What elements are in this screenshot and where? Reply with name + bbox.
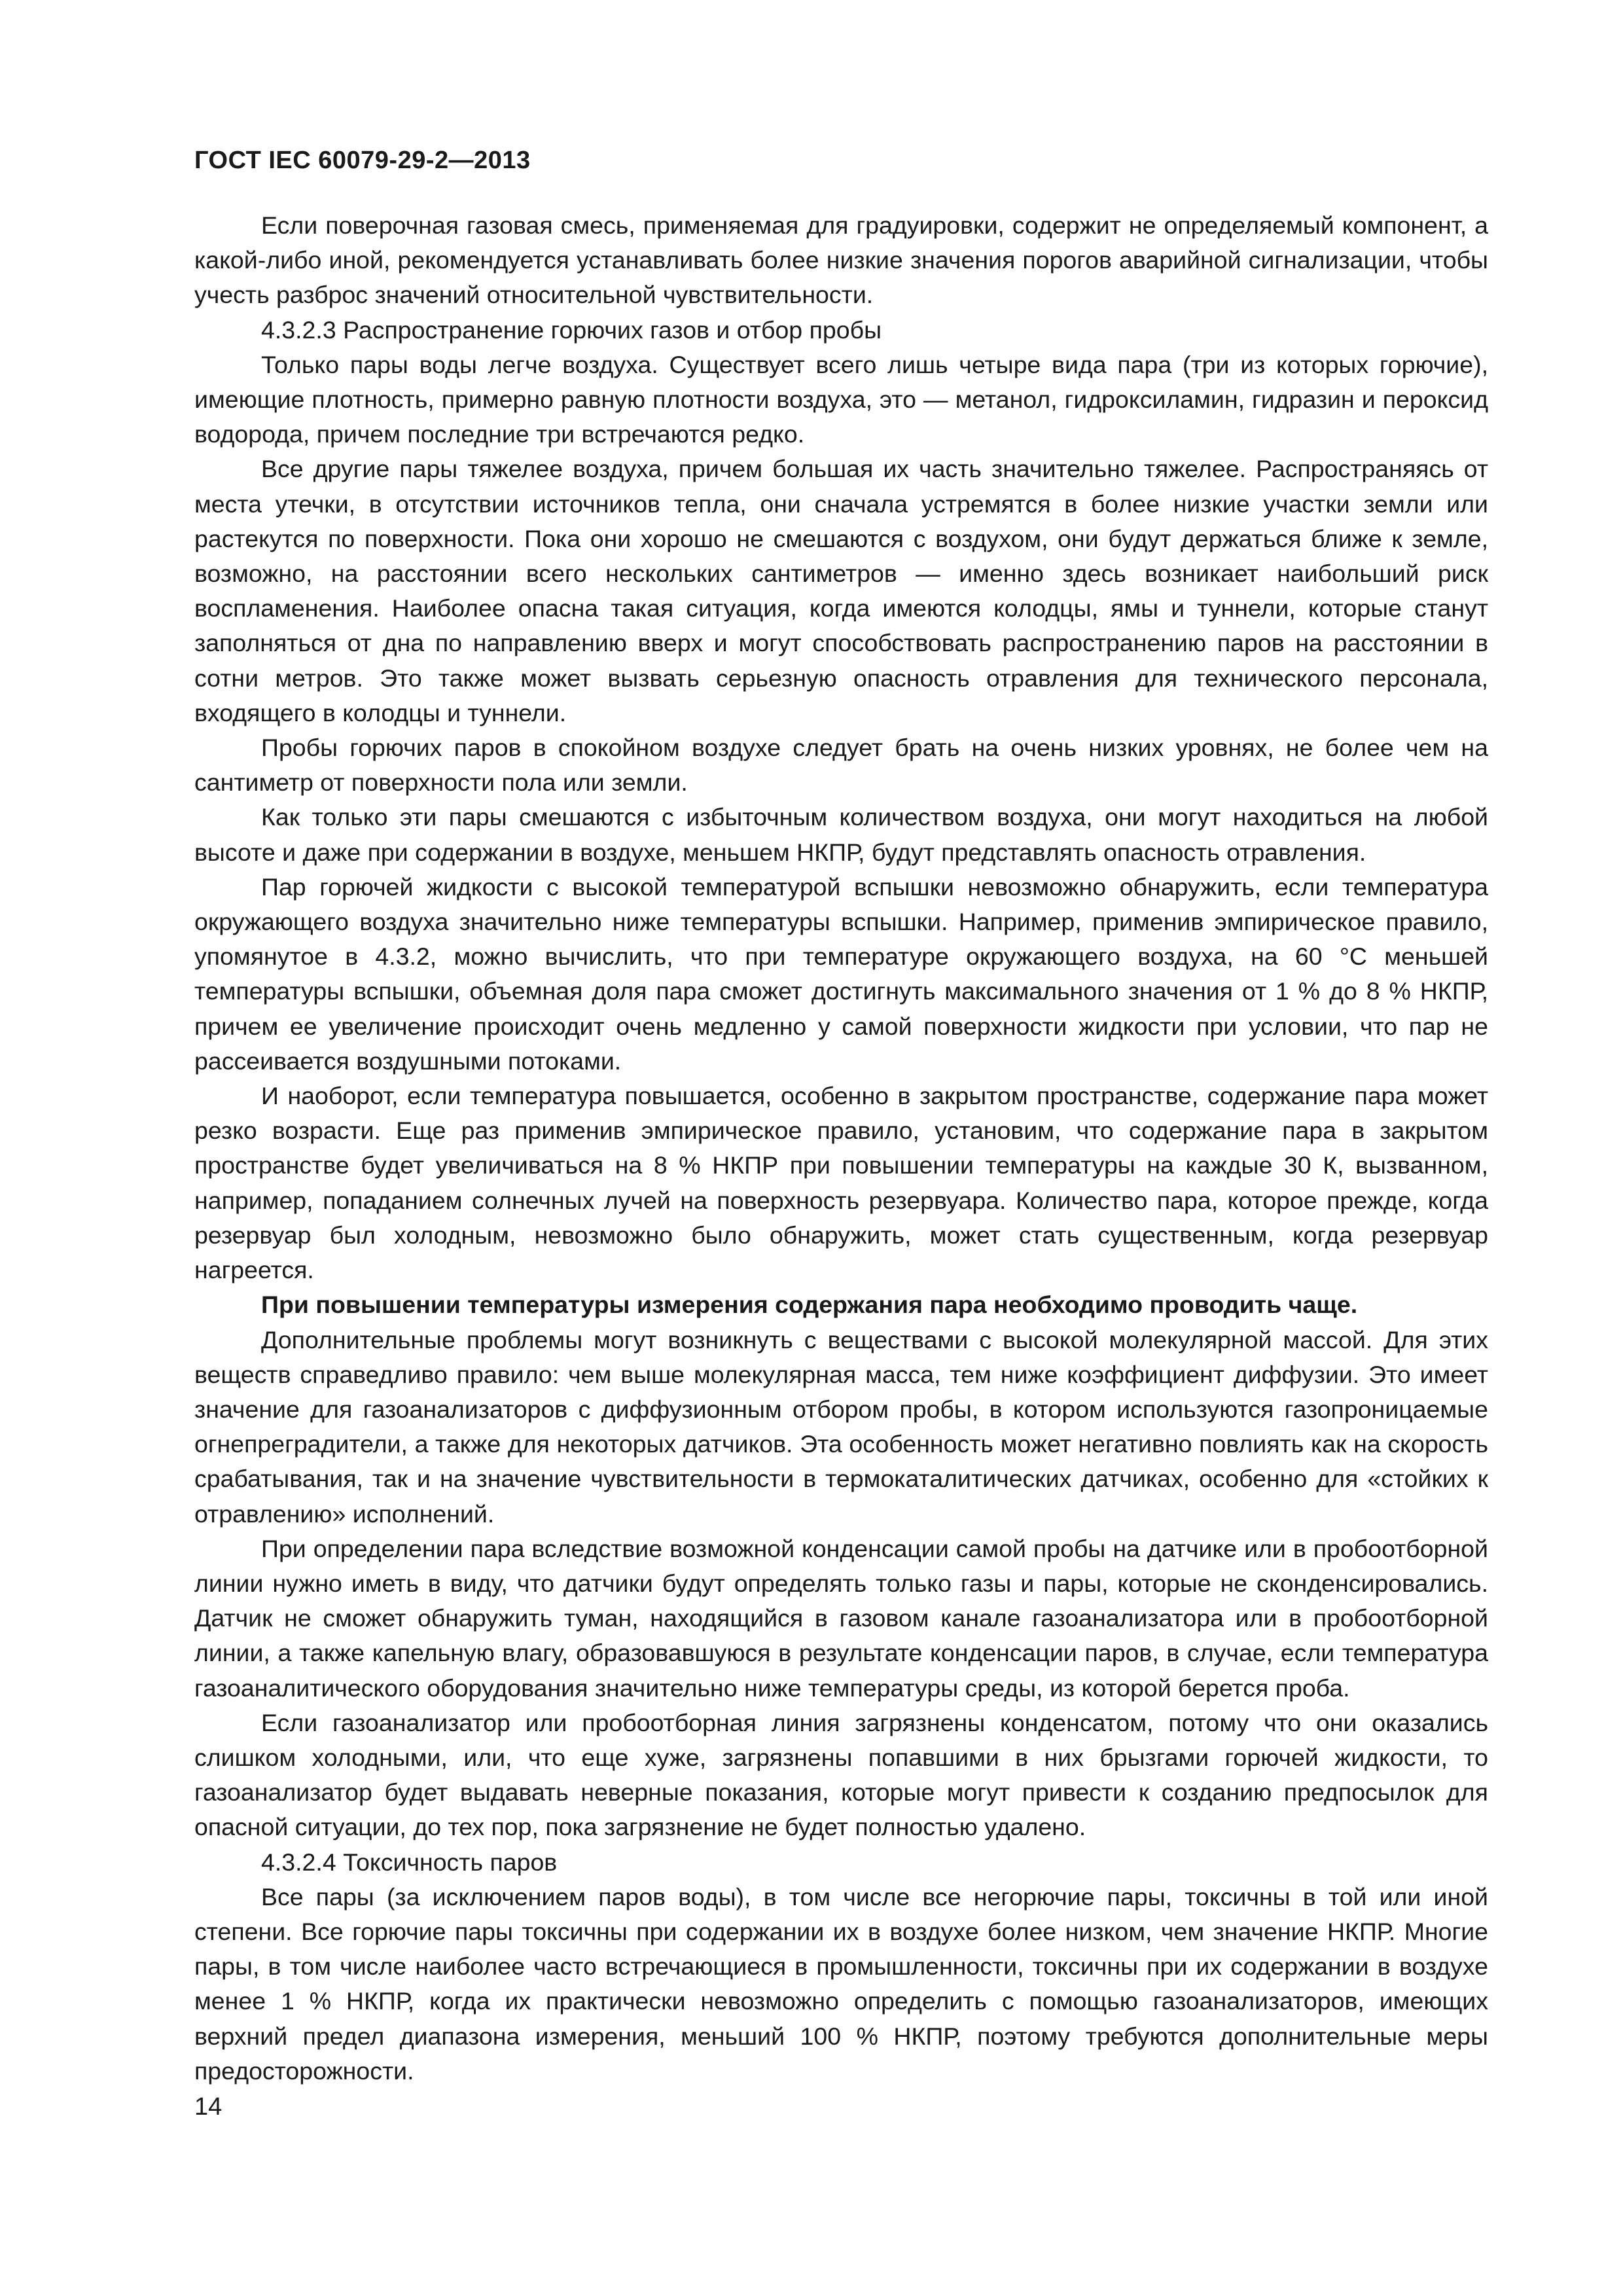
paragraph: Дополнительные проблемы могут возникнуть с веществами с высокой молекулярной массой. Для этих веществ справедливо правило: чем выше молекулярная масса, тем ниже коэффициент диффузии. Это имеет значение для газоанализаторов с диффузионным отбором пробы, в котором используются газопроницаемые огнепреградители, а также для некоторых датчиков. Эта особенность может негативно повлиять как на скорость срабатывания, так и на значение чувствительности в термокаталитических датчиках, особенно для «стойких к отравлению» исполнений.	[194, 1325, 1488, 1528]
paragraph: Все пары (за исключением паров воды), в том числе все негорючие пары, токсичны в той или иной степени. Все горючие пары токсичны при содержании их в воздухе более низком, чем значение НКПР. Многие пары, в том числе наиболее часто встречающиеся в промышленности, токсичны при их содержании в воздухе менее 1 % НКПР, когда их практически невозможно определить с помощью газоанализаторов, имеющих верхний предел диапазона измерения, меньший 100 % НКПР, поэтому требуются дополнительные меры предосторожности.	[194, 1882, 1488, 2085]
paragraph: Как только эти пары смешаются с избыточным количеством воздуха, они могут находиться на любой высоте и даже при содержании в воздухе, меньшем НКПР, будут представлять опасность отравления.	[194, 803, 1488, 866]
paragraph: Только пары воды легче воздуха. Существует всего лишь четыре вида пара (три из которых горючие), имеющие плотность, примерно равную плотности воздуха, это — метанол, гидроксиламин, гидразин и пероксид водорода, причем последние три встречаются редко.	[194, 350, 1488, 448]
document-body	[194, 208, 1488, 2089]
paragraph: Если поверочная газовая смесь, применяемая для градуировки, содержит не определяемый компонент, а какой-либо иной, рекомендуется устанавливать более низкие значения порогов аварийной сигнализации, чтобы учесть разброс значений относительной чувствительности.	[194, 211, 1488, 309]
paragraph: Пробы горючих паров в спокойном воздухе следует брать на очень низких уровнях, не более чем на сантиметр от поверхности пола или земли.	[194, 734, 1488, 797]
section-heading: 4.3.2.4 Токсичность паров	[261, 1848, 558, 1876]
paragraph: При определении пара вследствие возможной конденсации самой пробы на датчике или в пробоотборной линии нужно иметь в виду, что датчики будут определять только газы и пары, которые не сконденсировались. Датчик не сможет обнаружить туман, находящийся в газовом канале газоанализатора или в пробоотборной линии, а также капельную влагу, образовавшуюся в результате конденсации паров, в случае, если температура газоаналитического оборудования значительно ниже температуры среды, из которой берется проба.	[194, 1534, 1488, 1702]
paragraph: И наоборот, если температура повышается, особенно в закрытом пространстве, содержание пара может резко возрасти. Еще раз применив эмпирическое правило, установим, что содержание пара в закрытом пространстве будет увеличиваться на 8 % НКПР при повышении температуры на каждые 30 К, вызванном, например, попаданием солнечных лучей на поверхность резервуара. Количество пара, которое прежде, когда резервуар был холодным, невозможно было обнаружить, может стать существенным, когда резервуар нагреется.	[194, 1082, 1488, 1284]
page-number: 14	[194, 2093, 223, 2121]
paragraph: Все другие пары тяжелее воздуха, причем большая их часть значительно тяжелее. Распространяясь от места утечки, в отсутствии источников тепла, они сначала устремятся в более низкие участки земли или растекутся по поверхности. Пока они хорошо не смешаются с воздухом, они будут держаться ближе к земле, возможно, на расстоянии всего нескольких сантиметров — именно здесь возникает наибольший риск воспламенения. Наиболее опасна такая ситуация, когда имеются колодцы, ямы и туннели, которые станут заполняться от дна по направлению вверх и могут способствовать распространению паров на расстоянии в сотни метров. Это также может вызвать серьезную опасность отравления для технического персонала, входящего в колодцы и туннели.	[194, 455, 1488, 726]
paragraph: Пар горючей жидкости с высокой температурой вспышки невозможно обнаружить, если температура окружающего воздуха значительно ниже температуры вспышки. Например, применив эмпирическое правило, упомянутое в 4.3.2, можно вычислить, что при температуре окружающего воздуха, на 60 °C меньшей температуры вспышки, объемная доля пара сможет достигнуть максимального значения от 1 % до 8 % НКПР, причем ее увеличение происходит очень медленно у самой поверхности жидкости при условии, что пар не рассеивается воздушными потоками.	[194, 872, 1488, 1075]
paragraph: Если газоанализатор или пробоотборная линия загрязнены конденсатом, потому что они оказались слишком холодными, или, что еще хуже, загрязнены попавшими в них брызгами горючей жидкости, то газоанализатор будет выдавать неверные показания, которые могут привести к созданию предпосылок для опасной ситуации, до тех пор, пока загрязнение не будет полностью удалено.	[194, 1708, 1488, 1841]
bold-paragraph: При повышении температуры измерения содержания пара необходимо проводить чаще.	[261, 1291, 1358, 1319]
document-header: ГОСТ IEC 60079-29-2—2013	[194, 147, 531, 174]
section-heading: 4.3.2.3 Распространение горючих газов и отбор пробы	[261, 315, 882, 344]
